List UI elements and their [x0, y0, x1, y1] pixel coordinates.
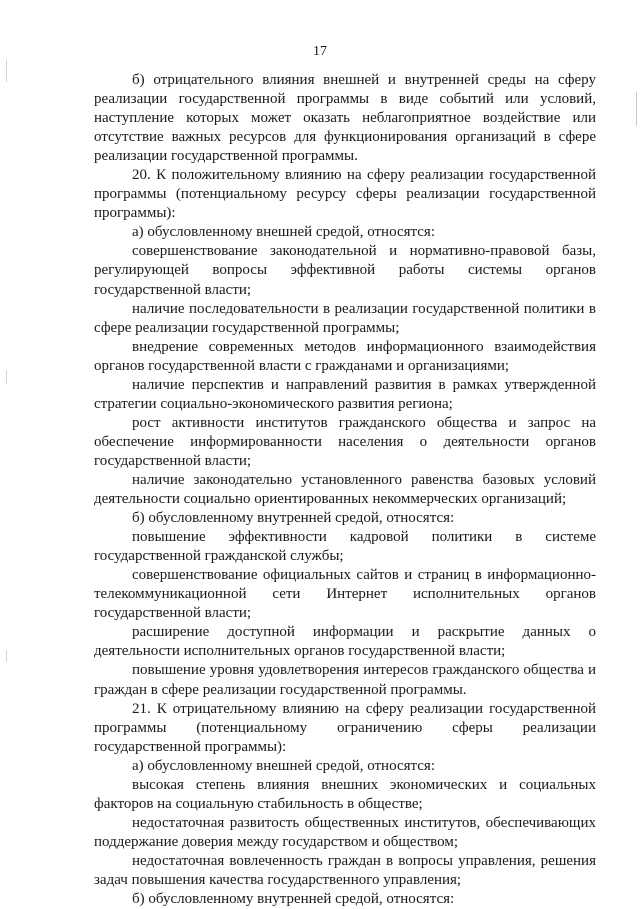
scan-edge-mark — [6, 650, 7, 662]
paragraph: совершенствование официальных сайтов и страниц в информационно-телекоммуникационной сети Интернет исполнительных органов государственной власти; — [94, 567, 596, 622]
scan-edge-mark — [636, 92, 637, 126]
paragraph: наличие законодательно установленного равенства базовых условий деятельности социально ориентированных некоммерческих организаций; — [94, 471, 596, 508]
paragraph: а) обусловленному внешней средой, относятся: — [132, 757, 435, 774]
paragraph: 21. К отрицательному влиянию на сферу реализации государственной программы (потенциальному ограничению сферы реализации государственной программы): — [94, 700, 596, 755]
paragraph: недостаточная вовлеченность граждан в вопросы управления, решения задач повышения качества государственного управления; — [94, 852, 596, 888]
paragraph: б) обусловленному внутренней средой, относятся: — [132, 891, 455, 908]
document-body — [94, 71, 596, 909]
scan-edge-mark — [6, 60, 7, 82]
paragraph: 20. К положительному влиянию на сферу реализации государственной программы (потенциальному ресурсу сферы реализации государственной программы): — [94, 167, 596, 222]
page-number: 17 — [313, 44, 327, 59]
scan-edge-mark — [6, 370, 7, 384]
paragraph: совершенствование законодательной и нормативно-правовой базы, регулирующей вопросы эффективной работы системы органов государственной власти; — [94, 243, 596, 298]
paragraph: недостаточная развитость общественных институтов, обеспечивающих поддержание доверия между государством и обществом; — [94, 814, 596, 850]
paragraph: наличие последовательности в реализации государственной политики в сфере реализации государственной программы; — [94, 300, 596, 336]
paragraph: расширение доступной информации и раскрытие данных о деятельности исполнительных органов государственной власти; — [94, 624, 596, 660]
paragraph: повышение эффективности кадровой политики в системе государственной гражданской службы; — [94, 529, 596, 565]
paragraph: а) обусловленному внешней средой, относятся: — [132, 224, 435, 241]
paragraph: рост активности институтов гражданского общества и запрос на обеспечение информированности населения о деятельности органов государственной власти; — [94, 414, 596, 469]
paragraph: б) отрицательного влияния внешней и внутренней среды на сферу реализации государственной программы в виде событий или условий, наступление которых может оказать неблагоприятное воздействие или отсутствие важных ресурсов для функционирования организаций в сфере реализации государственной программы. — [94, 72, 596, 165]
paragraph: наличие перспектив и направлений развития в рамках утвержденной стратегии социально-экономического развития региона; — [94, 376, 596, 412]
paragraph: внедрение современных методов информационного взаимодействия органов государственной власти с гражданами и организациями; — [94, 338, 596, 374]
paragraph: высокая степень влияния внешних экономических и социальных факторов на социальную стабильность в обществе; — [94, 776, 596, 812]
paragraph: б) обусловленному внутренней средой, относятся: — [132, 510, 455, 527]
paragraph: повышение уровня удовлетворения интересов гражданского общества и граждан в сфере реализации государственной программы. — [94, 662, 596, 698]
